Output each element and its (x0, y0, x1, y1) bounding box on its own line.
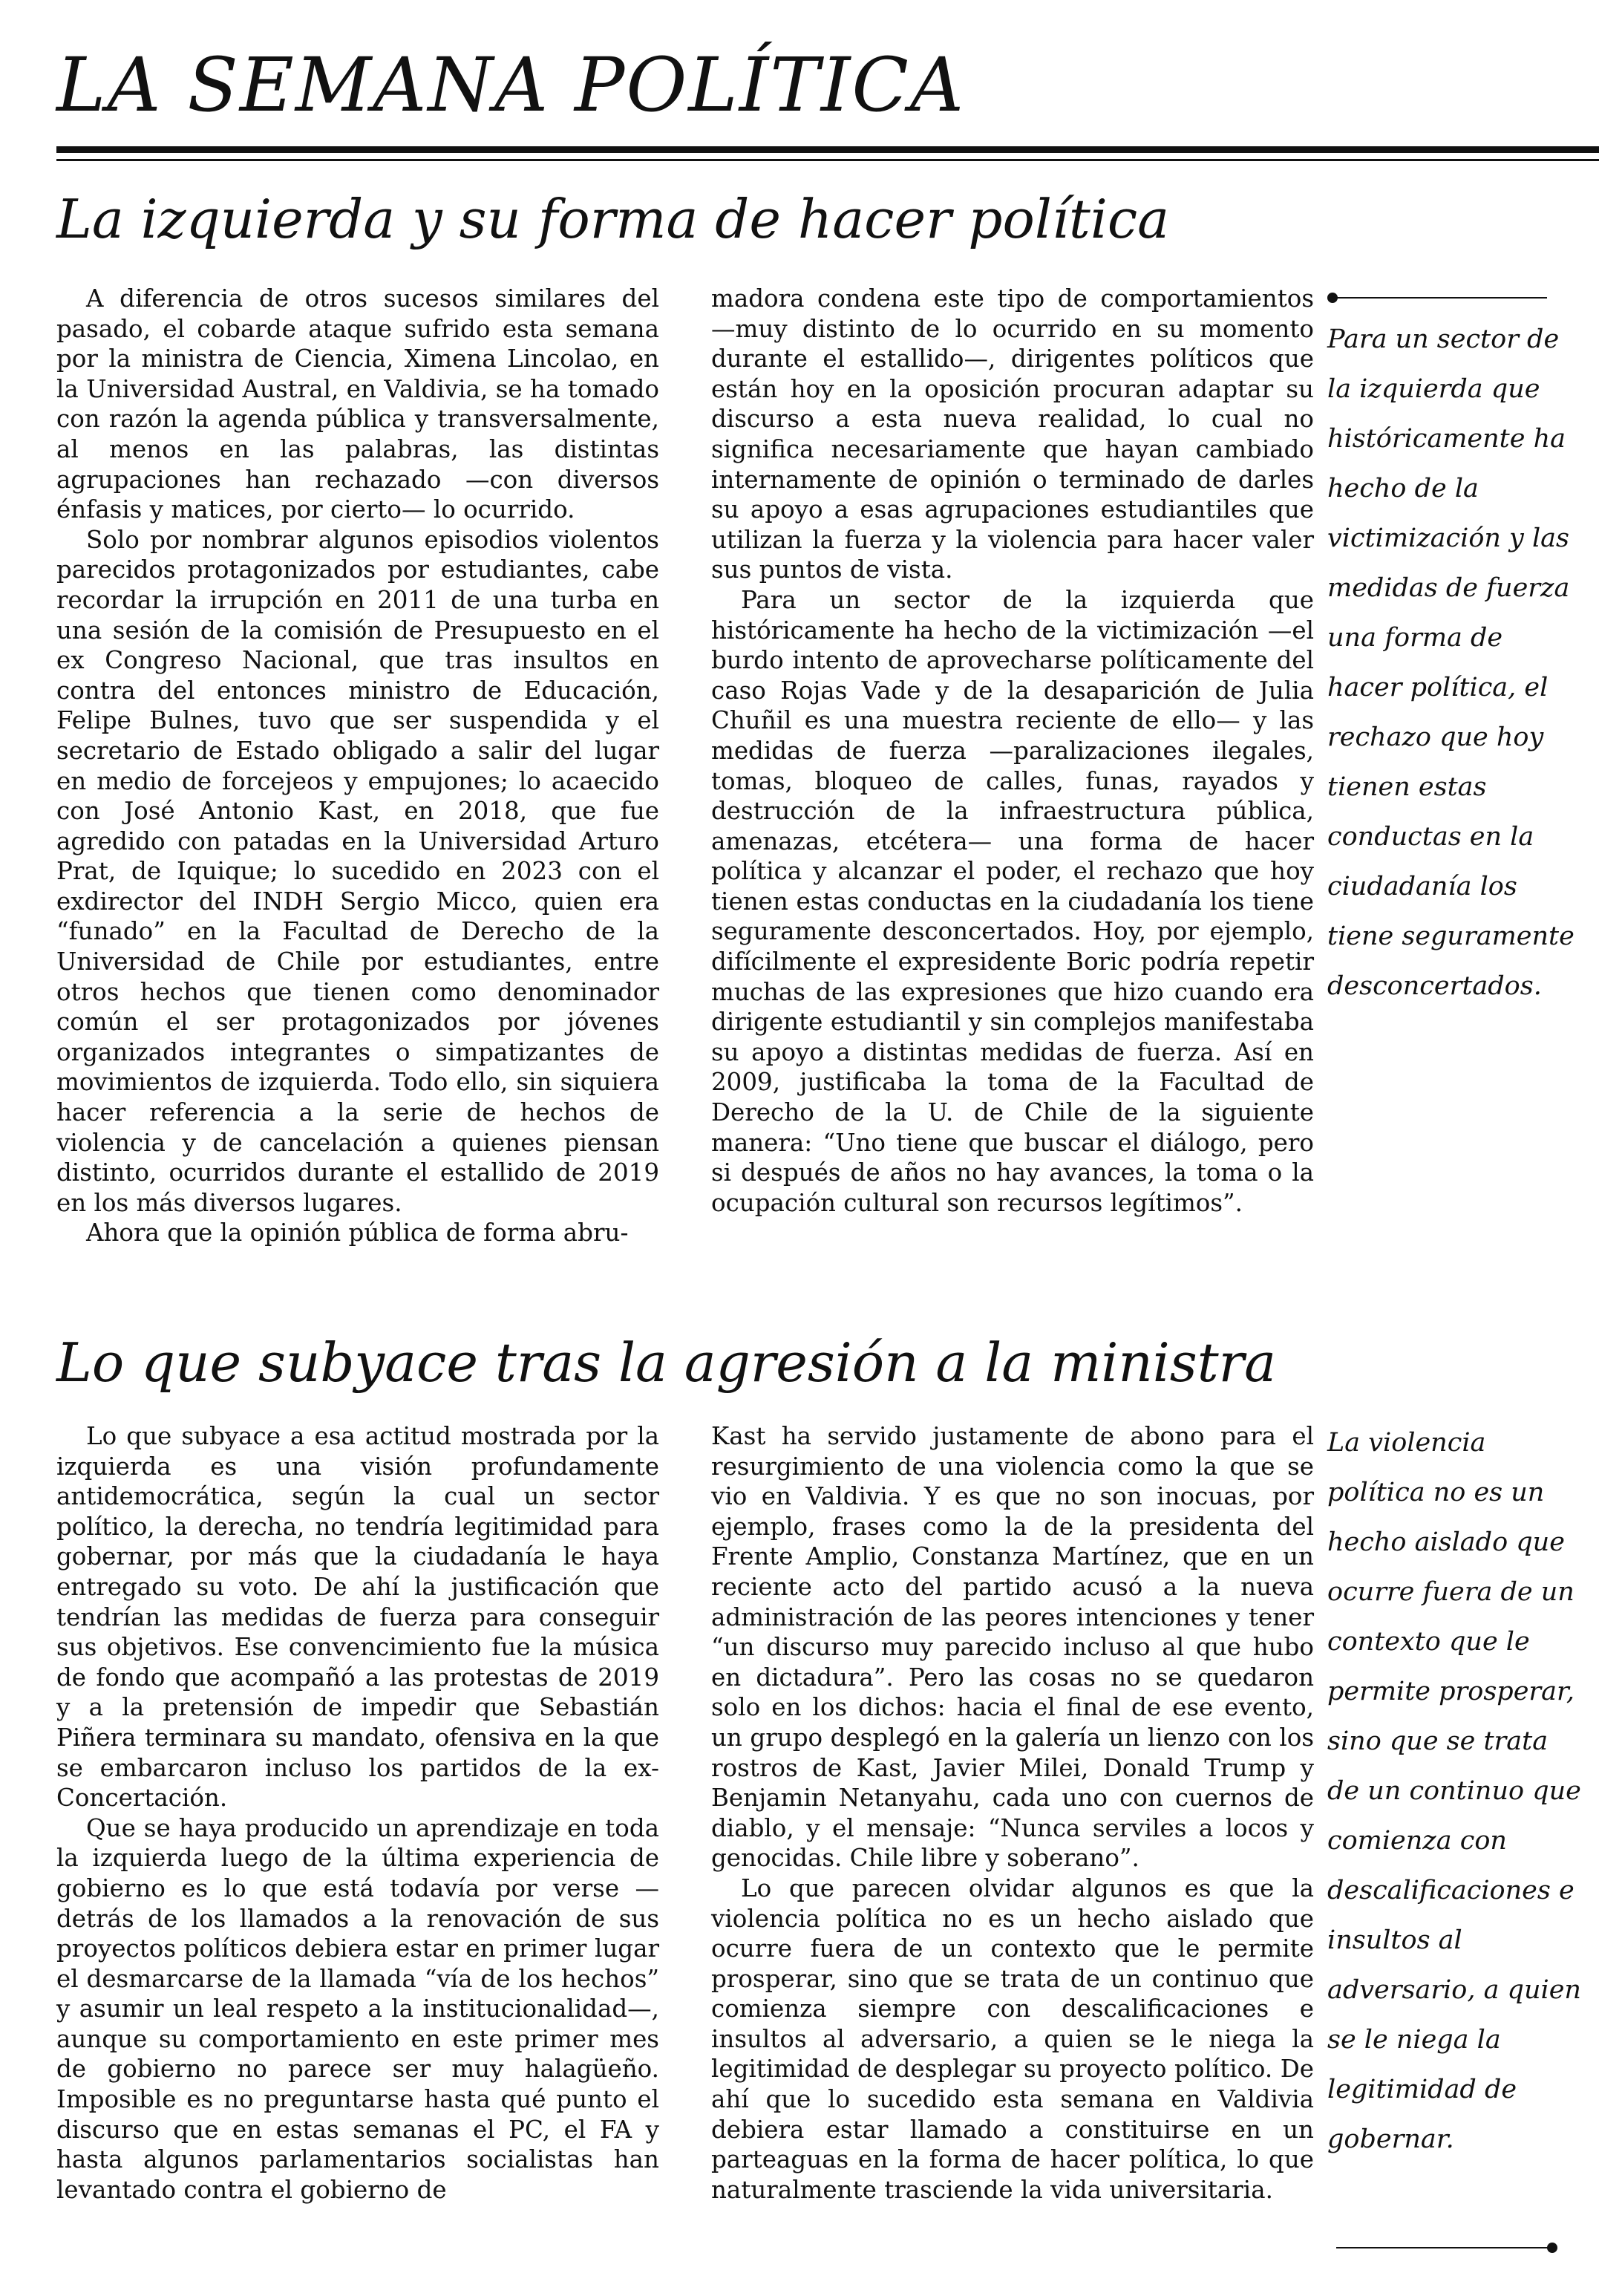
ornament-line (1336, 2247, 1551, 2248)
article1-paragraph: A diferencia de otros sucesos similares del pasado, el cobarde ataque sufrido esta semana por la ministra de Ciencia, Ximena Lincolao, en la Universidad Austral, en Valdivia, se ha tomado con razón la agenda pública y transversalmente, al menos en las palabras, las distintas agrupaciones han rechazado —con diversos énfasis y matices, por cierto— lo ocurrido. (56, 284, 659, 524)
article1-paragraph: Solo por nombrar algunos episodios violentos parecidos protagonizados por estudiantes, cabe recordar la irrupción en 2011 de una turba en una sesión de la comisión de Presupuesto en el ex Congreso Nacional, que tras insultos en contra del entonces ministro de Educación, Felipe Bulnes, tuvo que ser suspendida y el secretario de Estado obligado a salir del lugar en medio de forcejeos y empujones; lo acaecido con José Antonio Kast, en 2018, que fue agredido con patadas en la Universidad Arturo Prat, de Iquique; lo sucedido en 2023 con el exdirector del INDH Sergio Micco, quien era “funado” en la Facultad de Derecho de la Universidad de Chile por estudiantes, entre otros hechos que tienen como denominador común el ser protagonizados por jóvenes organizados integrantes o simpatizantes de movimientos de izquierda. Todo ello, sin siquiera hacer referencia a la serie de hechos de violencia y de cancelación a quienes piensan distinto, ocurridos durante el estallido de 2019 en los más diversos lugares. (56, 525, 659, 1217)
article2-title: Lo que subyace tras la agresión a la ministra (56, 1331, 1276, 1394)
article2-paragraph-continued: Kast ha servido justamente de abono para el resurgimiento de una violencia como la que se vio en Valdivia. Y es que no son inocuas, por ejemplo, frases como la de la presidenta del Frente Amplio, Constanza Martínez, que en un reciente acto del partido acusó a la nueva administración de las peores intenciones y tener “un discurso muy parecido incluso al que hubo en dictadura”. Pero las cosas no se quedaron solo en los dichos: hacia el final de ese evento, un grupo desplegó en la galería un lienzo con los rostros de Kast, Javier Milei, Donald Trump y Benjamin Netanyahu, cada uno con cuernos de diablo, y el mensaje: “Nunca serviles a locos y genocidas. Chile libre y soberano”. (711, 1422, 1314, 1873)
masthead-rule-thin (56, 159, 1599, 161)
article1-paragraph-continued: madora condena este tipo de comportamientos —muy distinto de lo ocurrido en su momento durante el estallido—, dirigentes políticos que están hoy en la oposición procuran adaptar su discurso a esta nueva realidad, lo cual no significa necesariamente que hayan cambiado internamente de opinión o terminado de darles su apoyo a esas agrupaciones estudiantiles que utilizan la fuerza y la violencia para hacer valer sus puntos de vista. (711, 284, 1314, 584)
article1-paragraph: Ahora que la opinión pública de forma abru- (86, 1219, 629, 1248)
section-masthead: LA SEMANA POLÍTICA (56, 42, 966, 128)
article2-paragraph: Lo que parecen olvidar algunos es que la violencia política no es un hecho aislado que ocurre fuera de un contexto que le permite prosperar, sino que se trata de un continuo que comienza siempre con descalificaciones e insultos al adversario, a quien se le niega la legitimidad de desplegar su proyecto político. De ahí que lo sucedido esta semana en Valdivia debiera estar llamado a constituirse en un parteaguas en la forma de hacer política, lo que naturalmente trasciende la vida universitaria. (711, 1873, 1314, 2204)
pullquote-top-ornament (1327, 293, 1550, 303)
article1-pullquote: Para un sector de la izquierda que históricamente ha hecho de la victimización y las medidas de fuerza una forma de hacer política, el rechazo que hoy tienen estas conductas en la ciudadanía los tiene seguramente desconcertados. (1327, 324, 1575, 1001)
article1-column-1 (56, 284, 659, 1308)
article1-title: La izquierda y su forma de hacer política (56, 188, 1170, 250)
pullquote-bottom-ornament (1336, 2243, 1559, 2253)
ornament-dot (1547, 2243, 1557, 2253)
article2-paragraph: Que se haya producido un aprendizaje en toda la izquierda luego de la última experiencia de gobierno es lo que está todavía por verse —detrás de los llamados a la renovación de sus proyectos políticos debiera estar en primer lugar el desmarcarse de la llamada “vía de los hechos” y asumir un leal respeto a la institucionalidad—, aunque su comportamiento en este primer mes de gobierno no parece ser muy halagüeño. Imposible es no preguntarse hasta qué punto el discurso que en estas semanas el PC, el FA y hasta algunos parlamentarios socialistas han levantado contra el gobierno de (56, 1813, 659, 2204)
article2-column-1 (56, 1421, 659, 2275)
article2-column-2 (711, 1421, 1314, 2275)
ornament-dot (1327, 293, 1338, 303)
article2-paragraph: Lo que subyace a esa actitud mostrada por la izquierda es una visión profundamente antidemocrática, según la cual un sector político, la derecha, no tendría legitimidad para gobernar, por más que la ciudadanía le haya entregado su voto. De ahí la justificación que tendrían las medidas de fuerza para conseguir sus objetivos. Ese convencimiento fue la música de fondo que acompañó a las protestas de 2019 y a la pretensión de impedir que Sebastián Piñera terminara su mandato, ofensiva en la que se embarcaron incluso los partidos de la ex-Concertación. (56, 1422, 659, 1813)
article2-pullquote: La violencia política no es un hecho aislado que ocurre fuera de un contexto que le permite prosperar, sino que se trata de un continuo que comienza con descalificaciones e insultos al adversario, a quien se le niega la legitimidad de gobernar. (1327, 1428, 1581, 2154)
ornament-line (1332, 297, 1547, 299)
article1-paragraph: Para un sector de la izquierda que históricamente ha hecho de la victimización —el burdo intento de aprovecharse políticamente del caso Rojas Vade y de la desaparición de Julia Chuñil es una muestra reciente de ello— y las medidas de fuerza —paralizaciones ilegales, tomas, bloqueo de calles, funas, rayados y destrucción de la infraestructura pública, amenazas, etcétera— una forma de hacer política y alcanzar el poder, el rechazo que hoy tienen estas conductas en la ciudadanía los tiene seguramente desconcertados. Hoy, por ejemplo, difícilmente el expresidente Boric podría repetir muchas de las expresiones que hizo cuando era dirigente estudiantil y sin complejos manifestaba su apoyo a distintas medidas de fuerza. Así en 2009, justificaba la toma de la Facultad de Derecho de la U. de Chile de la siguiente manera: “Uno tiene que buscar el diálogo, pero si después de años no hay avances, la toma o la ocupación cultural son recursos legítimos”. (711, 585, 1314, 1217)
masthead-rule-thick (56, 146, 1599, 153)
article1-column-2 (711, 284, 1314, 1308)
